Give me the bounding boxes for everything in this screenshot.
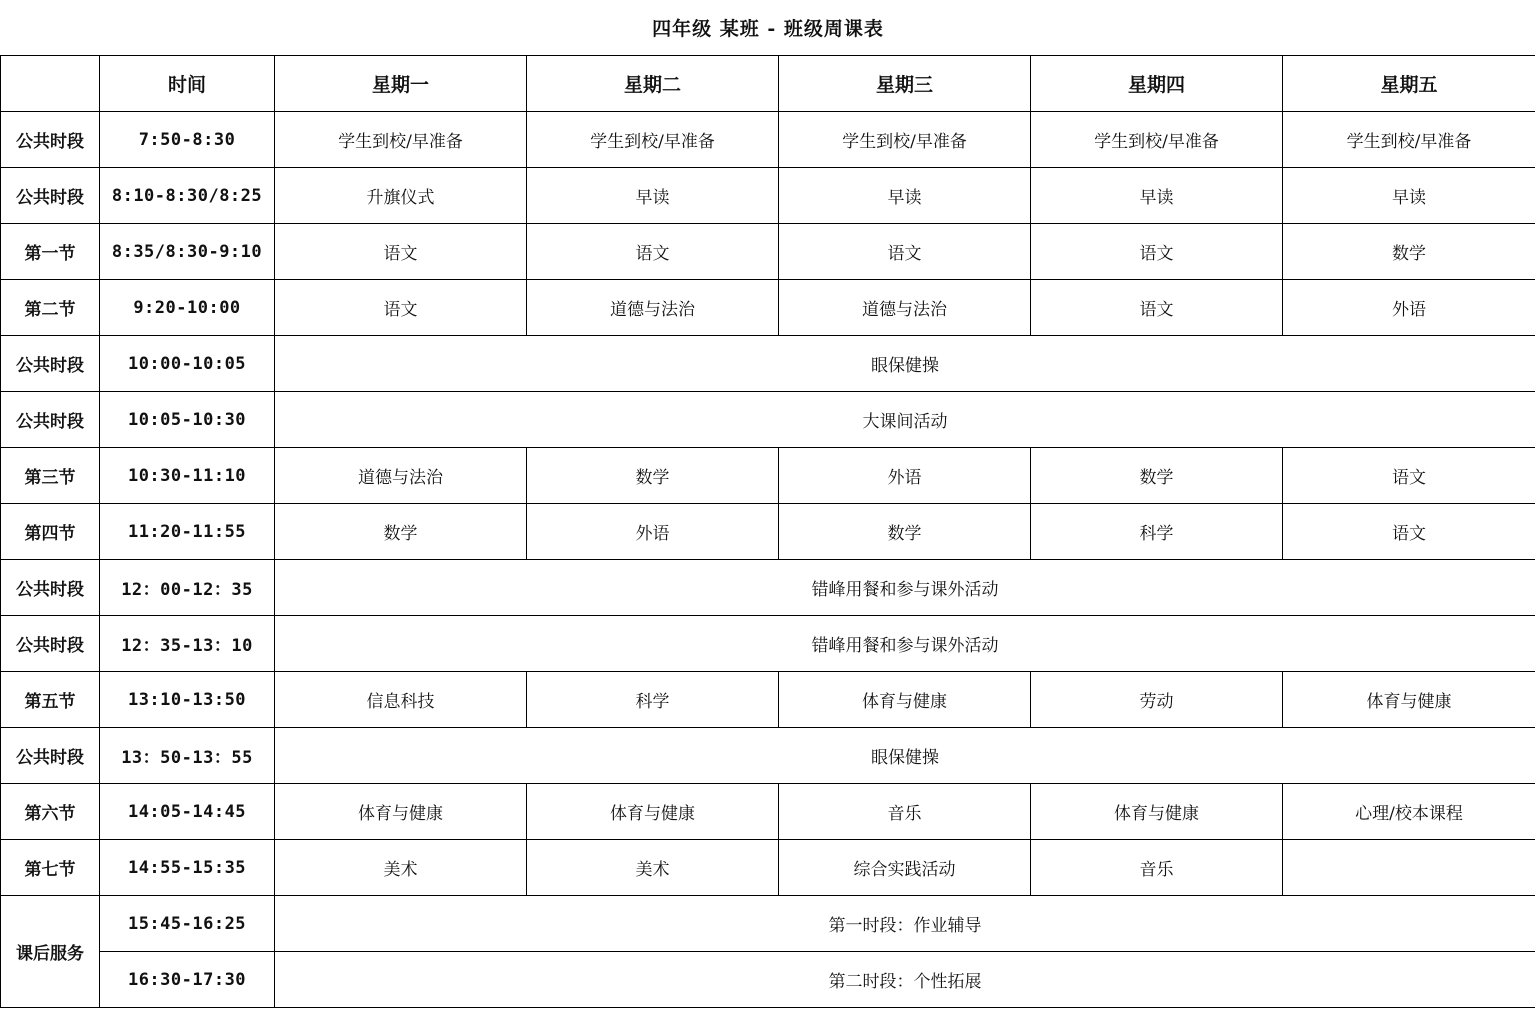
course-cell-wed: 语文 <box>779 224 1031 280</box>
activity-span-cell: 眼保健操 <box>275 336 1535 392</box>
schedule-row <box>1 112 1535 168</box>
activity-span-cell: 大课间活动 <box>275 392 1535 448</box>
header-day-fri: 星期五 <box>1283 56 1535 112</box>
schedule-row <box>1 504 1535 560</box>
header-day-wed: 星期三 <box>779 56 1031 112</box>
course-cell-wed: 道德与法治 <box>779 280 1031 336</box>
activity-span-cell: 错峰用餐和参与课外活动 <box>275 616 1535 672</box>
course-cell-tue: 体育与健康 <box>527 784 779 840</box>
period-label: 公共时段 <box>1 616 100 672</box>
schedule-row <box>1 560 1535 616</box>
header-time-cell: 时间 <box>100 56 275 112</box>
schedule-row <box>1 840 1535 896</box>
course-cell-thu: 科学 <box>1031 504 1283 560</box>
schedule-row <box>1 448 1535 504</box>
time-cell: 15:45-16:25 <box>100 896 275 952</box>
course-cell-wed: 外语 <box>779 448 1031 504</box>
period-label: 公共时段 <box>1 728 100 784</box>
course-cell-thu: 劳动 <box>1031 672 1283 728</box>
time-cell: 7:50-8:30 <box>100 112 275 168</box>
activity-span-cell: 眼保健操 <box>275 728 1535 784</box>
course-cell-thu: 语文 <box>1031 224 1283 280</box>
schedule-row <box>1 224 1535 280</box>
time-cell: 12：35-13：10 <box>100 616 275 672</box>
schedule-row <box>1 784 1535 840</box>
schedule-row <box>1 616 1535 672</box>
period-label: 第四节 <box>1 504 100 560</box>
header-day-thu: 星期四 <box>1031 56 1283 112</box>
period-label: 公共时段 <box>1 392 100 448</box>
header-period-cell <box>1 56 100 112</box>
schedule-row <box>1 392 1535 448</box>
course-cell-wed: 学生到校/早准备 <box>779 112 1031 168</box>
period-label: 课后服务 <box>1 896 100 1008</box>
course-cell-tue: 外语 <box>527 504 779 560</box>
schedule-row <box>1 336 1535 392</box>
period-label: 公共时段 <box>1 168 100 224</box>
course-cell-thu: 语文 <box>1031 280 1283 336</box>
period-label: 第二节 <box>1 280 100 336</box>
course-cell-fri: 语文 <box>1283 448 1535 504</box>
course-cell-thu: 音乐 <box>1031 840 1283 896</box>
course-cell-wed: 音乐 <box>779 784 1031 840</box>
time-cell: 14:55-15:35 <box>100 840 275 896</box>
period-label: 公共时段 <box>1 336 100 392</box>
course-cell-wed: 综合实践活动 <box>779 840 1031 896</box>
time-cell: 10:00-10:05 <box>100 336 275 392</box>
time-cell: 10:30-11:10 <box>100 448 275 504</box>
course-cell-thu: 早读 <box>1031 168 1283 224</box>
course-cell-mon: 信息科技 <box>275 672 527 728</box>
period-label: 公共时段 <box>1 560 100 616</box>
course-cell-tue: 数学 <box>527 448 779 504</box>
course-cell-tue: 美术 <box>527 840 779 896</box>
course-cell-mon: 语文 <box>275 280 527 336</box>
schedule-row <box>1 280 1535 336</box>
course-cell-mon: 语文 <box>275 224 527 280</box>
period-label: 第一节 <box>1 224 100 280</box>
course-cell-tue: 早读 <box>527 168 779 224</box>
course-cell-fri: 早读 <box>1283 168 1535 224</box>
course-cell-fri: 语文 <box>1283 504 1535 560</box>
schedule-row <box>1 896 1535 952</box>
course-cell-thu: 数学 <box>1031 448 1283 504</box>
course-cell-tue: 科学 <box>527 672 779 728</box>
header-row <box>1 56 1535 112</box>
time-cell: 14:05-14:45 <box>100 784 275 840</box>
period-label: 第五节 <box>1 672 100 728</box>
time-cell: 12：00-12：35 <box>100 560 275 616</box>
time-cell: 8:35/8:30-9:10 <box>100 224 275 280</box>
course-cell-mon: 学生到校/早准备 <box>275 112 527 168</box>
course-cell-mon: 体育与健康 <box>275 784 527 840</box>
period-label: 公共时段 <box>1 112 100 168</box>
time-cell: 13：50-13：55 <box>100 728 275 784</box>
schedule-row <box>1 952 1535 1008</box>
course-cell-fri <box>1283 840 1535 896</box>
course-cell-thu: 学生到校/早准备 <box>1031 112 1283 168</box>
activity-span-cell: 第一时段：作业辅导 <box>275 896 1535 952</box>
time-cell: 13:10-13:50 <box>100 672 275 728</box>
course-cell-mon: 道德与法治 <box>275 448 527 504</box>
header-day-tue: 星期二 <box>527 56 779 112</box>
course-cell-fri: 学生到校/早准备 <box>1283 112 1535 168</box>
period-label: 第三节 <box>1 448 100 504</box>
course-cell-wed: 体育与健康 <box>779 672 1031 728</box>
course-cell-fri: 体育与健康 <box>1283 672 1535 728</box>
header-day-mon: 星期一 <box>275 56 527 112</box>
period-label: 第六节 <box>1 784 100 840</box>
time-cell: 11:20-11:55 <box>100 504 275 560</box>
course-cell-mon: 数学 <box>275 504 527 560</box>
course-cell-tue: 语文 <box>527 224 779 280</box>
course-cell-fri: 心理/校本课程 <box>1283 784 1535 840</box>
schedule-row <box>1 728 1535 784</box>
course-cell-thu: 体育与健康 <box>1031 784 1283 840</box>
period-label: 第七节 <box>1 840 100 896</box>
time-cell: 16:30-17:30 <box>100 952 275 1008</box>
time-cell: 9:20-10:00 <box>100 280 275 336</box>
activity-span-cell: 第二时段：个性拓展 <box>275 952 1535 1008</box>
course-cell-fri: 数学 <box>1283 224 1535 280</box>
activity-span-cell: 错峰用餐和参与课外活动 <box>275 560 1535 616</box>
course-cell-tue: 学生到校/早准备 <box>527 112 779 168</box>
course-cell-fri: 外语 <box>1283 280 1535 336</box>
page-title: 四年级 某班 - 班级周课表 <box>1 0 1535 56</box>
course-cell-wed: 数学 <box>779 504 1031 560</box>
time-cell: 10:05-10:30 <box>100 392 275 448</box>
schedule-row <box>1 672 1535 728</box>
course-cell-wed: 早读 <box>779 168 1031 224</box>
course-cell-tue: 道德与法治 <box>527 280 779 336</box>
course-cell-mon: 升旗仪式 <box>275 168 527 224</box>
course-cell-mon: 美术 <box>275 840 527 896</box>
schedule-row <box>1 168 1535 224</box>
time-cell: 8:10-8:30/8:25 <box>100 168 275 224</box>
